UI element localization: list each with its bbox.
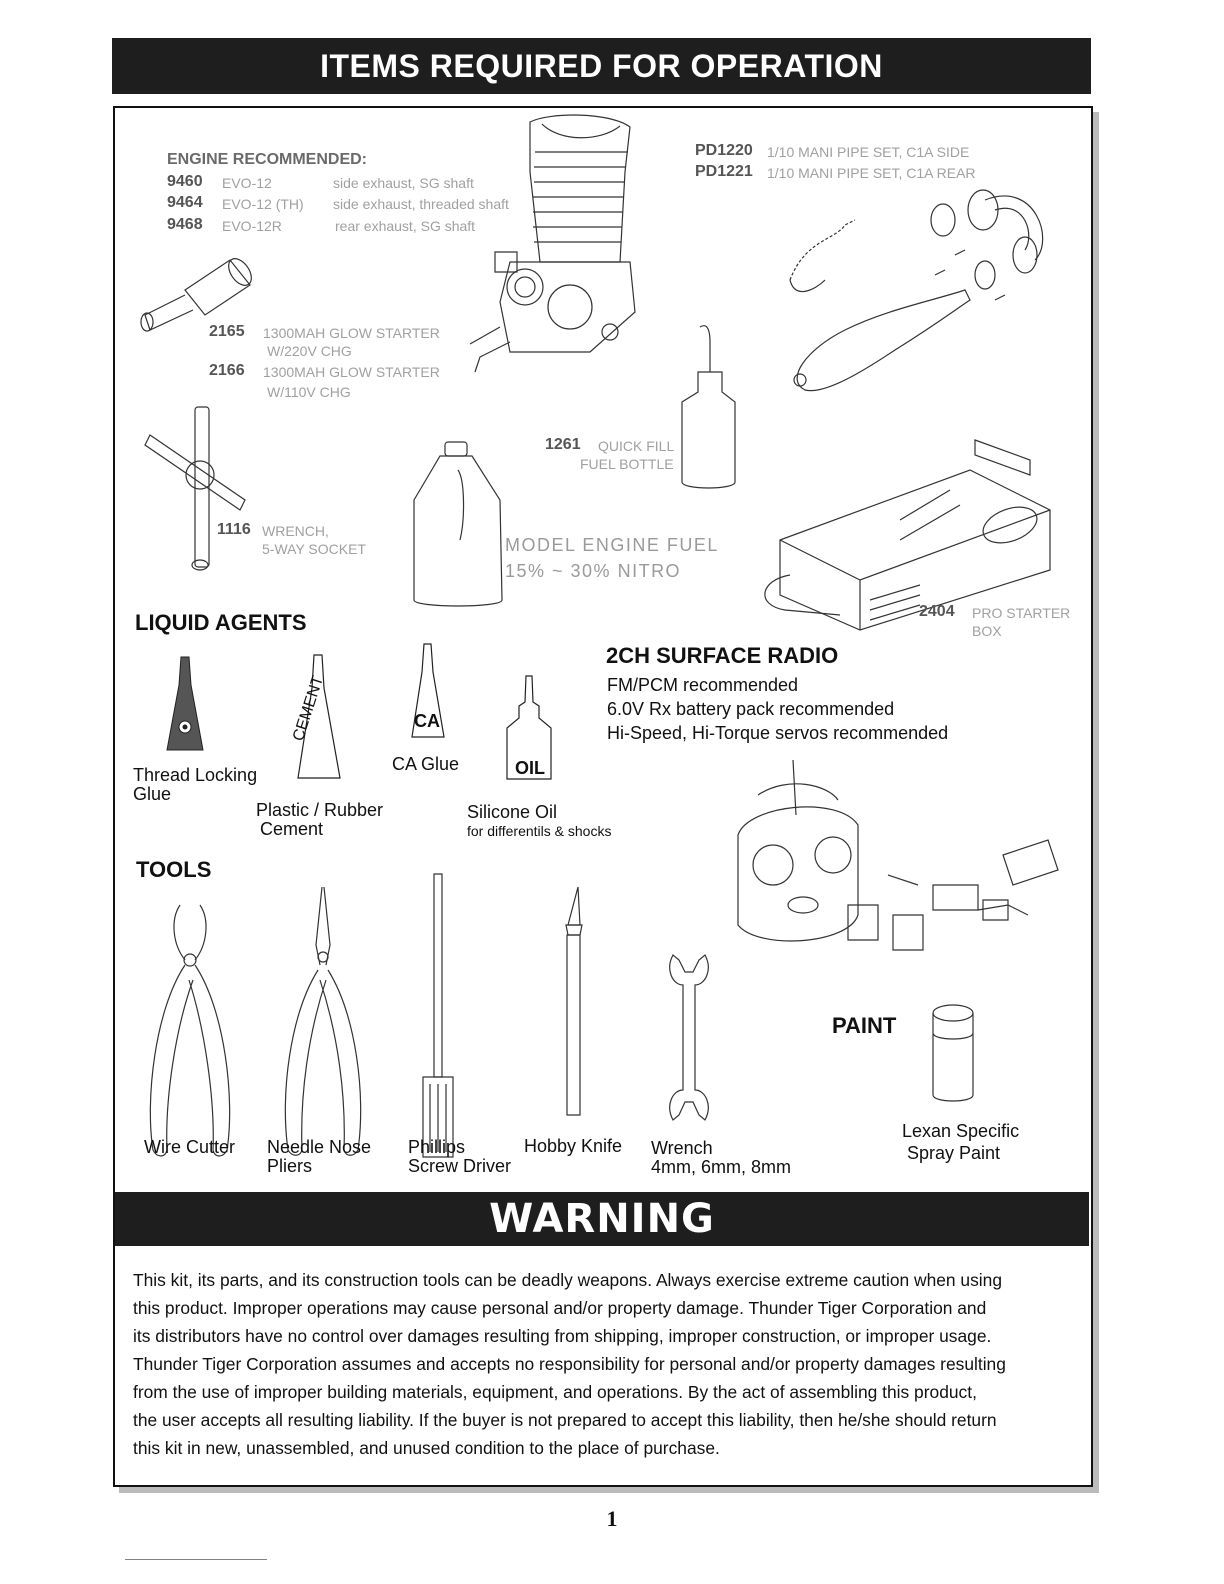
warning-line: from the use of improper building materials, equipment, and operations. By the act of assembling this product,	[133, 1382, 977, 1402]
socket-line1: WRENCH,	[262, 523, 329, 539]
fuel-jug-illustration	[410, 440, 505, 610]
hobby-knife-icon	[560, 885, 590, 1117]
warning-line: this kit in new, unassembled, and unused condition to the place of purchase.	[133, 1438, 720, 1458]
tool-label: Phillips	[408, 1137, 466, 1157]
tube-text: CA	[414, 711, 440, 731]
starter-line1: 1300MAH GLOW STARTER	[263, 364, 440, 380]
wrench-icon	[665, 950, 715, 1125]
liquid-label: Plastic / Rubber	[256, 800, 384, 820]
tool-label: Wire Cutter	[144, 1137, 236, 1157]
warning-line: Thunder Tiger Corporation assumes and accepts no responsibility for personal and/or property damages resulting	[133, 1354, 1006, 1374]
tool-label: Pliers	[267, 1156, 313, 1176]
pipe-desc: 1/10 MANI PIPE SET, C1A SIDE	[767, 144, 970, 160]
paint-label: Spray Paint	[907, 1143, 1001, 1163]
starter-box-illustration	[760, 430, 1060, 630]
starter-box-line1: PRO STARTER	[972, 605, 1071, 621]
tool-label: Hobby Knife	[524, 1136, 623, 1156]
engine-desc: rear exhaust, SG shaft	[335, 218, 476, 234]
footer-divider	[125, 1559, 267, 1560]
mani-pipe-illustration	[785, 180, 1055, 400]
starter-box-code: 2404	[919, 603, 955, 620]
warning-line: its distributors have no control over damages resulting from shipping, improper construction, or improper usage.	[133, 1326, 992, 1346]
paint-label: Lexan Specific	[902, 1121, 1020, 1141]
fuel-line2: 15% ~ 30% NITRO	[505, 561, 682, 581]
pipe-code: PD1221	[695, 163, 753, 180]
fuel-line1: MODEL ENGINE FUEL	[505, 535, 719, 555]
page-number: 1	[606, 1506, 618, 1531]
tool-label: 4mm, 6mm, 8mm	[651, 1157, 792, 1177]
warning-line: this product. Improper operations may cause personal and/or property damage. Thunder Tiger Corporation and	[133, 1298, 987, 1318]
engine-desc: side exhaust, SG shaft	[333, 175, 474, 191]
pipe-code: PD1220	[695, 142, 753, 159]
pipe-desc: 1/10 MANI PIPE SET, C1A REAR	[767, 165, 976, 181]
socket-line2: 5-WAY SOCKET	[262, 541, 366, 557]
engine-desc: side exhaust, threaded shaft	[333, 196, 509, 212]
spray-can-icon	[928, 1003, 978, 1105]
starter-code: 2165	[209, 323, 245, 340]
liquid-label: CA Glue	[392, 754, 460, 774]
liquid-label: Cement	[260, 819, 324, 839]
engine-model: EVO-12 (TH)	[222, 196, 304, 212]
needle-nose-pliers-icon	[280, 885, 370, 1160]
paint-heading: PAINT	[832, 1013, 897, 1038]
warning-line: the user accepts all resulting liability. If the buyer is not prepared to accept this liability, then he/she should return	[133, 1410, 997, 1430]
bottle-line1: QUICK FILL	[598, 438, 675, 454]
tube-text: CEMENT	[290, 673, 328, 744]
tube-text: OIL	[515, 758, 545, 778]
warning-text	[133, 1266, 1073, 1462]
starter-code: 2166	[209, 362, 245, 379]
radio-line: FM/PCM recommended	[607, 675, 799, 695]
radio-line: 6.0V Rx battery pack recommended	[607, 699, 895, 719]
radio-heading: 2CH SURFACE RADIO	[606, 643, 839, 668]
engine-code: 9464	[167, 194, 203, 211]
liquid-label: Glue	[133, 784, 172, 804]
liquid-agents-heading: LIQUID AGENTS	[135, 610, 307, 635]
engine-heading: ENGINE RECOMMENDED:	[167, 151, 368, 168]
socket-code: 1116	[217, 521, 251, 538]
engine-code: 9468	[167, 216, 203, 233]
screwdriver-icon	[418, 872, 458, 1160]
tools-heading: TOOLS	[136, 857, 212, 882]
socket-wrench-illustration	[145, 405, 255, 575]
bottle-line2: FUEL BOTTLE	[580, 456, 674, 472]
fuel-bottle-illustration	[680, 322, 740, 492]
radio-illustration	[728, 755, 1068, 965]
starter-line2: W/220V CHG	[267, 343, 352, 359]
starter-line2: W/110V CHG	[267, 384, 351, 400]
engine-code: 9460	[167, 173, 203, 190]
warning-heading: WARNING	[115, 1192, 1089, 1246]
tool-label: Screw Driver	[408, 1156, 512, 1176]
starter-box-line2: BOX	[972, 623, 1002, 639]
liquid-label: Thread Locking	[133, 765, 258, 785]
thread-lock-tube-icon	[165, 655, 205, 755]
liquid-label: Silicone Oil	[467, 802, 558, 822]
warning-line: This kit, its parts, and its construction tools can be deadly weapons. Always exercise extreme caution when using	[133, 1270, 1003, 1290]
engine-illustration	[470, 112, 650, 382]
bottle-code: 1261	[545, 436, 581, 453]
wire-cutter-icon	[145, 900, 240, 1160]
starter-line1: 1300MAH GLOW STARTER	[263, 325, 440, 341]
liquid-sublabel: for differentils & shocks	[467, 823, 612, 839]
tool-label: Wrench	[651, 1138, 713, 1158]
radio-line: Hi-Speed, Hi-Torque servos recommended	[607, 723, 949, 743]
tool-label: Needle Nose	[267, 1137, 372, 1157]
engine-model: EVO-12R	[222, 218, 282, 234]
engine-model: EVO-12	[222, 175, 272, 191]
page-title: ITEMS REQUIRED FOR OPERATION	[112, 38, 1091, 94]
